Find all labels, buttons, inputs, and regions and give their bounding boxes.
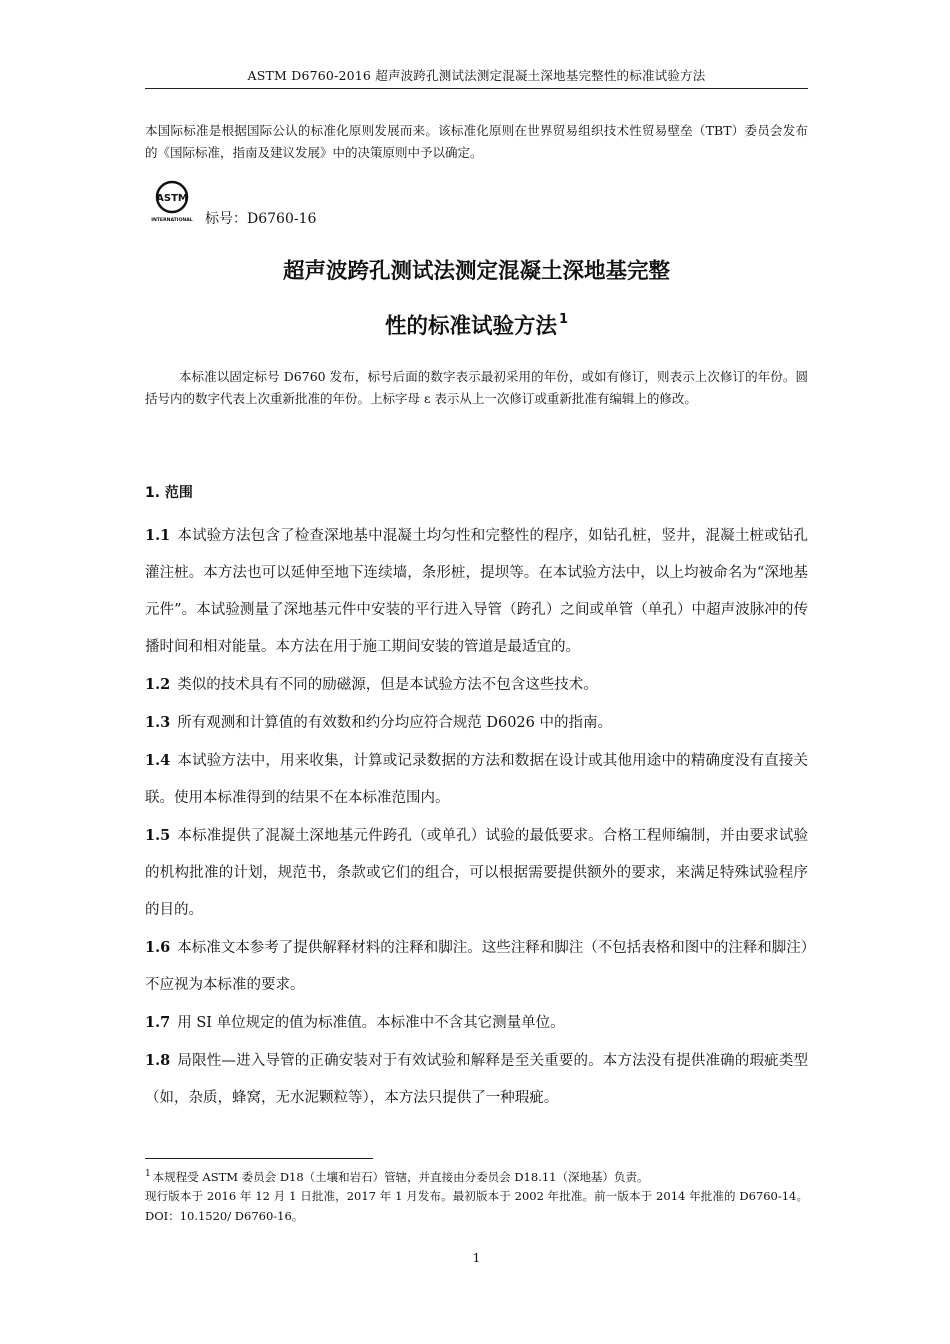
clause-list [145,517,808,1117]
clause-text: 本试验方法包含了检查深地基中混凝土均匀性和完整性的程序，如钻孔桩，竖井，混凝土桩或钻孔灌注桩。本方法也可以延伸至地下连续墙，条形桩，提坝等。在本试验方法中，以上均被命名为“深地基元件”。本试验测量了深地基元件中安装的平行进入导管（跨孔）之间或单管（单孔）中超声波脉冲的传播时间和相对能量。本方法在用于施工期间安装的管道是最适宜的。 [145,528,808,655]
clause-number: 1.8 [145,1052,171,1069]
clause-number: 1.3 [145,714,171,731]
clause-text: 用 SI 单位规定的值为标准值。本标准中不含其它测量单位。 [177,1015,565,1031]
section-heading-scope: 1. 范围 [145,485,193,501]
clause-1-2 [145,666,808,704]
clause-1-4 [145,742,808,817]
designation: 标号：D6760-16 [205,211,317,227]
clause-text: 局限性—进入导管的正确安装对于有效试验和解释是至关重要的。本方法没有提供准确的瑕疵类型（如，杂质，蜂窝，无水泥颗粒等），本方法只提供了一种瑕疵。 [145,1053,808,1106]
header-rule [145,88,808,89]
clause-number: 1.4 [145,752,171,769]
title-line-1: 超声波跨孔测试法测定混凝土深地基完整 [282,259,670,284]
logo-text-bottom: INTERNATIONAL [151,218,193,223]
clause-text: 类似的技术具有不同的励磁源，但是本试验方法不包含这些技术。 [177,677,598,693]
logo-text-top: ASTM [156,193,188,204]
running-header: ASTM D6760-2016 超声波跨孔测试法测定混凝土深地基完整性的标准试验方法 [247,68,706,83]
designation-note: 本标准以固定标号 D6760 发布，标号后面的数字表示最初采用的年份，或如有修订，则表示上次修订的年份。圆括号内的数字代表上次重新批准的年份。上标字母 ε 表示从上一次修订或重新批准有编辑上的修改。 [145,369,808,406]
clause-text: 本标准文本参考了提供解释材料的注释和脚注。这些注释和脚注（不包括表格和图中的注释和脚注）不应视为本标准的要求。 [145,940,808,993]
clause-1-8 [145,1042,808,1117]
title-line-2-text: 性的标准试验方法 [384,314,557,339]
clause-number: 1.7 [145,1014,171,1031]
footnote-text-1: 本规程受 ASTM 委员会 D18（土壤和岩石）管辖，并直接由分委员会 D18.11（深地基）负责。 [152,1169,649,1184]
clause-1-3 [145,704,808,742]
logo-row [148,180,548,228]
clause-1-6 [145,929,808,1004]
clause-1-5 [145,817,808,929]
document-title [145,248,808,351]
clause-number: 1.2 [145,676,171,693]
title-footnote-ref[interactable]: 1 [558,312,569,327]
clause-number: 1.6 [145,939,171,956]
footnote-rule [145,1158,373,1159]
clause-text: 本试验方法中，用来收集，计算或记录数据的方法和数据在设计或其他用途中的精确度没有直接关联。使用本标准得到的结果不在本标准范围内。 [145,753,808,806]
astm-international-logo-icon [148,180,196,224]
footnote-line-1 [145,1165,808,1187]
clause-number: 1.1 [145,527,171,544]
intro-paragraph: 本国际标准是根据国际公认的标准化原则发展而来。该标准化原则在世界贸易组织技术性贸易壁垒（TBT）委员会发布的《国际标准，指南及建议发展》中的决策原则中予以确定。 [145,123,808,160]
footnote-line-2: 现行版本于 2016 年 12 月 1 日批准，2017 年 1 月发布。最初版本于 2002 年批准。前一版本于 2014 年批准的 D6760-14。DOI：10.1520/ D6760-16。 [145,1189,808,1223]
page-number: 1 [472,1250,481,1265]
clause-text: 本标准提供了混凝土深地基元件跨孔（或单孔）试验的最低要求。合格工程师编制，并由要求试验的机构批准的计划，规范书，条款或它们的组合，可以根据需要提供额外的要求，来满足特殊试验程序的目的。 [145,828,808,918]
clause-number: 1.5 [145,827,171,844]
footnote [145,1165,808,1226]
title-line-2 [145,296,808,351]
clause-1-7 [145,1004,808,1042]
clause-text: 所有观测和计算值的有效数和约分均应符合规范 D6026 中的指南。 [177,715,612,731]
clause-1-1 [145,517,808,666]
footnote-mark: 1 [145,1169,151,1179]
